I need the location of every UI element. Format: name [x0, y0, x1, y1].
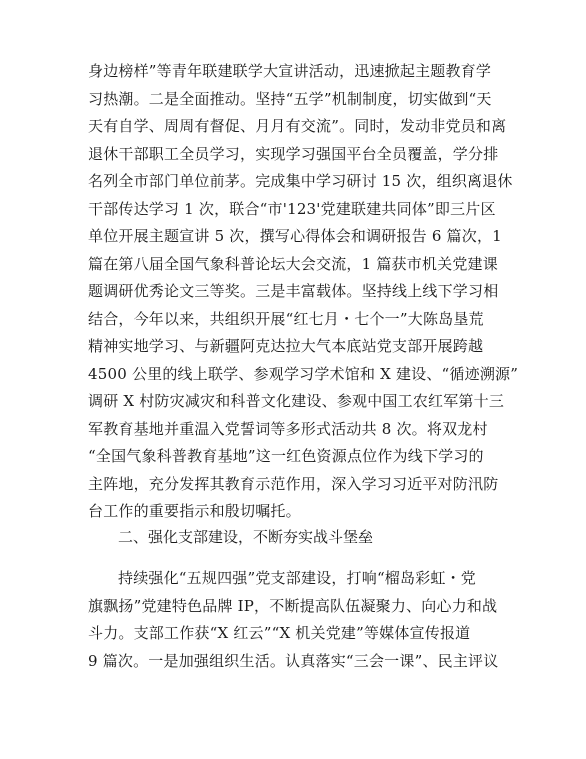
text-line: 台工作的重要指示和殷切嘱托。	[88, 502, 301, 520]
text-line: 精神实地学习、与新疆阿克达拉大气本底站党支部开展跨越	[88, 337, 484, 355]
text-line: 天有自学、周周有督促、月月有交流”。同时，发动非党员和离	[88, 117, 507, 135]
text-line: 斗力。支部工作获“X 红云”“X 机关党建”等媒体宣传报道	[88, 624, 471, 642]
text-line: 干部传达学习 1 次，联合“市'123'党建联建共同体”即三片区	[88, 199, 496, 218]
text-line: 名列全市部门单位前茅。完成集中学习研讨 15 次，组织离退休	[88, 172, 513, 190]
paragraph-2	[88, 565, 500, 675]
text-line: 篇在第八届全国气象科普论坛大会交流，1 篇获市机关党建课	[88, 254, 498, 273]
text-line: 身边榜样”等青年联建联学大宣讲活动，迅速掀起主题教育学	[88, 62, 492, 80]
text-line: 退休干部职工全员学习，实现学习强国平台全员覆盖，学分排	[88, 144, 499, 163]
paragraph-1	[88, 58, 519, 526]
text-line: 4500 公里的线上联学、参观学习学术馆和 X 建设、“循迹溯源”	[88, 364, 519, 383]
text-line: 旗飘扬”党建特色品牌 IP，不断提高队伍凝聚力、向心力和战	[88, 596, 498, 615]
section-heading: 二、强化支部建设，不断夯实战斗堡垒	[118, 528, 374, 546]
text-line: 单位开展主题宣讲 5 次，撰写心得体会和调研报告 6 篇次，1	[88, 227, 502, 245]
text-line: 结合，今年以来，共组织开展“红七月・七个一”大陈岛垦荒	[88, 309, 484, 328]
text-line: 调研 X 村防灾减灾和科普文化建设、参观中国工农红军第十三	[88, 392, 505, 410]
text-line: 持续强化“五规四强”党支部建设，打响“榴岛彩虹・党	[118, 569, 477, 587]
text-line: 习热潮。二是全面推动。坚持“五学”机制制度，切实做到“天	[88, 89, 492, 108]
text-line: 主阵地，充分发挥其教育示范作用，深入学习习近平对防汛防	[88, 474, 499, 493]
text-line: 题调研优秀论文三等奖。三是丰富载体。坚持线上线下学习相	[88, 282, 499, 300]
text-line: 9 篇次。一是加强组织生活。认真落实“三会一课”、民主评议	[88, 651, 499, 670]
text-line: “全国气象科普教育基地”这一红色资源点位作为线下学习的	[88, 447, 484, 465]
text-line: 军教育基地并重温入党誓词等多形式活动共 8 次。将双龙村	[88, 419, 488, 438]
